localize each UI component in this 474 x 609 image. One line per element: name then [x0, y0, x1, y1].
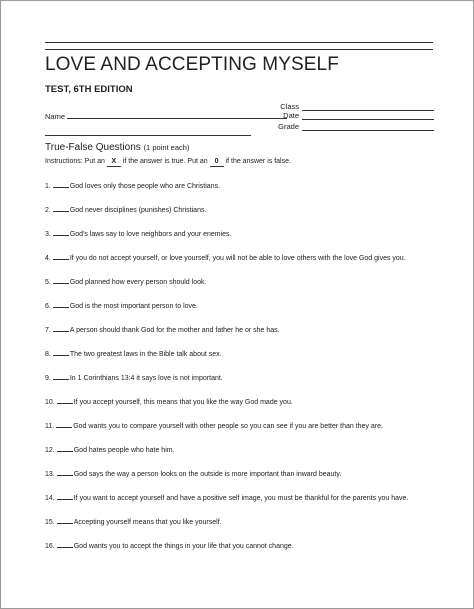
question-item — [45, 421, 383, 430]
mark-true: X — [107, 158, 121, 167]
edition-label: TEST, 6TH EDITION — [45, 84, 133, 95]
question-number: 9. — [45, 375, 51, 382]
question-text: God says the way a person looks on the outside is more important than inward beauty. — [73, 471, 342, 478]
question-item — [45, 373, 223, 382]
section-points: (1 point each) — [143, 143, 190, 152]
question-text: God wants you to accept the things in your life that you cannot change. — [73, 543, 294, 550]
date-field[interactable] — [271, 111, 434, 120]
question-text: God's laws say to love neighbors and your enemies. — [69, 231, 232, 238]
question-number: 2. — [45, 207, 51, 214]
instructions-part3: if the answer is false. — [225, 158, 291, 165]
question-item — [45, 445, 175, 454]
answer-blank[interactable] — [53, 229, 69, 236]
question-item — [45, 229, 232, 238]
instructions-part2: if the answer is true. Put an — [122, 158, 208, 165]
question-number: 16. — [45, 543, 55, 550]
question-text: God planned how every person should look. — [69, 279, 207, 286]
answer-blank[interactable] — [53, 373, 69, 380]
question-item — [45, 301, 198, 310]
question-number: 7. — [45, 327, 51, 334]
section-title: True-False Questions — [45, 142, 141, 153]
instructions — [45, 158, 291, 167]
answer-blank[interactable] — [53, 205, 69, 212]
question-text: If you want to accept yourself and have a positive self image, you must be thankful for the parents you have. — [73, 495, 409, 502]
question-item — [45, 349, 222, 358]
instructions-part1: Instructions: Put an — [45, 158, 105, 165]
question-text: God is the most important person to love. — [69, 303, 198, 310]
answer-blank[interactable] — [57, 445, 73, 452]
question-text: God hates people who hate him. — [73, 447, 175, 454]
mark-false: 0 — [210, 158, 224, 167]
question-number: 14. — [45, 495, 55, 502]
question-number: 4. — [45, 255, 51, 262]
question-number: 8. — [45, 351, 51, 358]
grade-field[interactable] — [271, 122, 434, 131]
question-text: In 1 Corinthians 13:4 it says love is not important. — [69, 375, 223, 382]
question-item — [45, 325, 280, 334]
question-number: 5. — [45, 279, 51, 286]
question-number: 1. — [45, 183, 51, 190]
question-number: 3. — [45, 231, 51, 238]
answer-blank[interactable] — [57, 397, 73, 404]
question-item — [45, 205, 206, 214]
answer-blank[interactable] — [57, 541, 73, 548]
top-rule-second — [45, 49, 433, 50]
question-text: The two greatest laws in the Bible talk about sex. — [69, 351, 222, 358]
question-number: 15. — [45, 519, 55, 526]
date-label: Date — [283, 111, 299, 120]
answer-blank[interactable] — [53, 181, 69, 188]
question-item — [45, 397, 293, 406]
question-number: 12. — [45, 447, 55, 454]
question-number: 11. — [45, 423, 55, 430]
grade-label: Grade — [278, 122, 299, 131]
name-field[interactable] — [45, 111, 287, 121]
class-field[interactable] — [271, 102, 434, 111]
question-item — [45, 541, 294, 550]
class-line[interactable] — [302, 103, 434, 111]
answer-blank[interactable] — [57, 469, 73, 476]
question-item — [45, 493, 408, 502]
answer-blank[interactable] — [53, 277, 69, 284]
answer-blank[interactable] — [53, 349, 69, 356]
name-label: Name — [45, 112, 66, 121]
question-item — [45, 181, 220, 190]
section-heading — [45, 142, 189, 153]
answer-blank[interactable] — [53, 253, 69, 260]
extra-blank-line — [45, 135, 251, 136]
question-text: A person should thank God for the mother and father he or she has. — [69, 327, 280, 334]
question-text: If you accept yourself, this means that you like the way God made you. — [73, 399, 293, 406]
answer-blank[interactable] — [53, 325, 69, 332]
name-line[interactable] — [67, 111, 287, 119]
answer-blank[interactable] — [53, 301, 69, 308]
question-number: 10. — [45, 399, 55, 406]
question-item — [45, 253, 406, 262]
question-text: God never disciplines (punishes) Christians. — [69, 207, 207, 214]
top-rule — [45, 42, 433, 43]
question-text: If you do not accept yourself, or love yourself, you will not be able to love others with the love God gives you. — [69, 255, 406, 262]
question-text: God loves only those people who are Christians. — [69, 183, 221, 190]
date-line[interactable] — [302, 112, 434, 120]
page-title: LOVE AND ACCEPTING MYSELF — [45, 54, 339, 75]
class-label: Class — [280, 102, 299, 111]
question-item — [45, 469, 341, 478]
question-text: Accepting yourself means that you like yourself. — [73, 519, 222, 526]
grade-line[interactable] — [302, 123, 434, 131]
answer-blank[interactable] — [57, 517, 73, 524]
answer-blank[interactable] — [56, 421, 72, 428]
question-item — [45, 517, 222, 526]
question-item — [45, 277, 206, 286]
question-number: 6. — [45, 303, 51, 310]
question-text: God wants you to compare yourself with other people so you can see if you are better than they are. — [73, 423, 383, 430]
question-number: 13. — [45, 471, 55, 478]
answer-blank[interactable] — [57, 493, 73, 500]
